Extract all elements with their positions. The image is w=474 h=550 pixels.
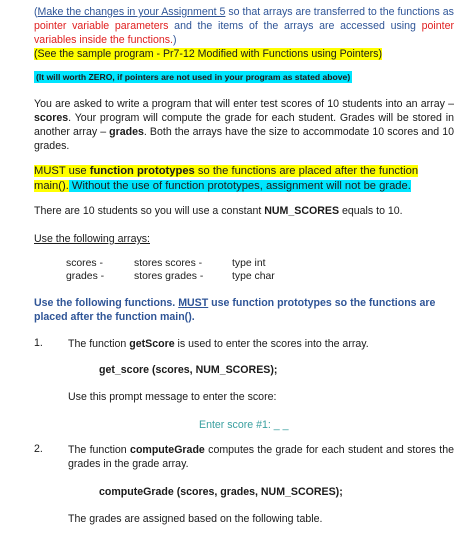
item-2-call: computeGrade (scores, grades, NUM_SCORES); [99,486,343,498]
functions-heading-text-2: use function prototypes so the functions are placed after the function main(). [34,297,436,323]
must-text-3: Without the use of function prototypes, assignment will not be grade. [68,180,411,192]
functions-heading-text-1: Use the following functions. [34,297,179,309]
students-const: NUM_SCORES [264,205,340,217]
task-scores-word: scores [34,112,69,124]
task-paragraph [34,97,454,153]
warning-note-text: (It will worth ZERO, if pointers are not used in your program as stated above) [36,72,351,82]
item-2-text-a: The function [68,444,131,456]
array-type: type int [232,258,266,269]
item-1-call: get_score (scores, NUM_SCORES); [99,364,278,376]
intro-open-paren: ( [34,6,38,18]
arrays-heading: Use the following arrays: [34,233,150,245]
item-1-text-b: is used to enter the scores into the array. [174,338,369,350]
item-1-text [68,337,454,351]
item-1-fname: getScore [129,338,175,350]
item-1-prompt-label: Use this prompt message to enter the score: [68,391,277,403]
task-text-3: . Both the arrays have the size to accommodate 10 scores and 10 grades. [34,126,454,152]
students-text-1: There are 10 students so you will use a constant [34,205,265,217]
task-text-1: You are asked to write a program that will enter test scores of 10 students into an array – [34,98,454,110]
intro-red-b: pointer variables inside the functions. [34,20,454,46]
sample-note [34,47,454,61]
item-2-after: The grades are assigned based on the following table. [68,513,323,525]
must-bold: function prototypes [89,165,195,177]
item-2-text [68,443,454,471]
item-1-number: 1. [34,337,43,349]
item-1-text-a: The function [68,338,130,350]
intro-text-a: so that arrays are transferred to the functions as [225,6,454,18]
intro-red-a: pointer variable parameters [34,20,169,32]
item-2-number: 2. [34,443,43,455]
task-grades-word: grades [109,126,144,138]
functions-heading [34,296,454,324]
functions-heading-must: MUST [178,297,209,309]
must-text-2: so the functions are placed after the function main(). [34,165,419,192]
task-text-2: . Your program will compute the grade for each student. Grades will be stored in another array – [34,112,454,138]
assignment-link[interactable]: Make the changes in your Assignment 5 [37,6,226,18]
item-2-fname: computeGrade [130,444,205,456]
warning-note [34,70,454,84]
must-paragraph [34,164,454,194]
array-desc: stores scores - [134,258,203,269]
must-text-1: MUST use [34,165,90,177]
intro-close-paren: ) [172,34,177,46]
array-name: scores - [66,258,103,269]
students-line [34,204,454,218]
array-type: type char [232,271,275,282]
array-name: grades - [66,271,105,282]
item-1-prompt: Enter score #1: _ _ [199,419,289,431]
intro-paragraph [34,5,454,47]
intro-text-b: and the items of the arrays are accessed using [168,20,422,32]
sample-note-text: (See the sample program - Pr7-12 Modified with Functions using Pointers) [34,48,382,60]
item-2-text-b: computes the grade for each student and stores the grades in the grade array. [68,444,454,470]
students-text-2: equals to 10. [339,205,403,217]
array-desc: stores grades - [134,271,204,282]
